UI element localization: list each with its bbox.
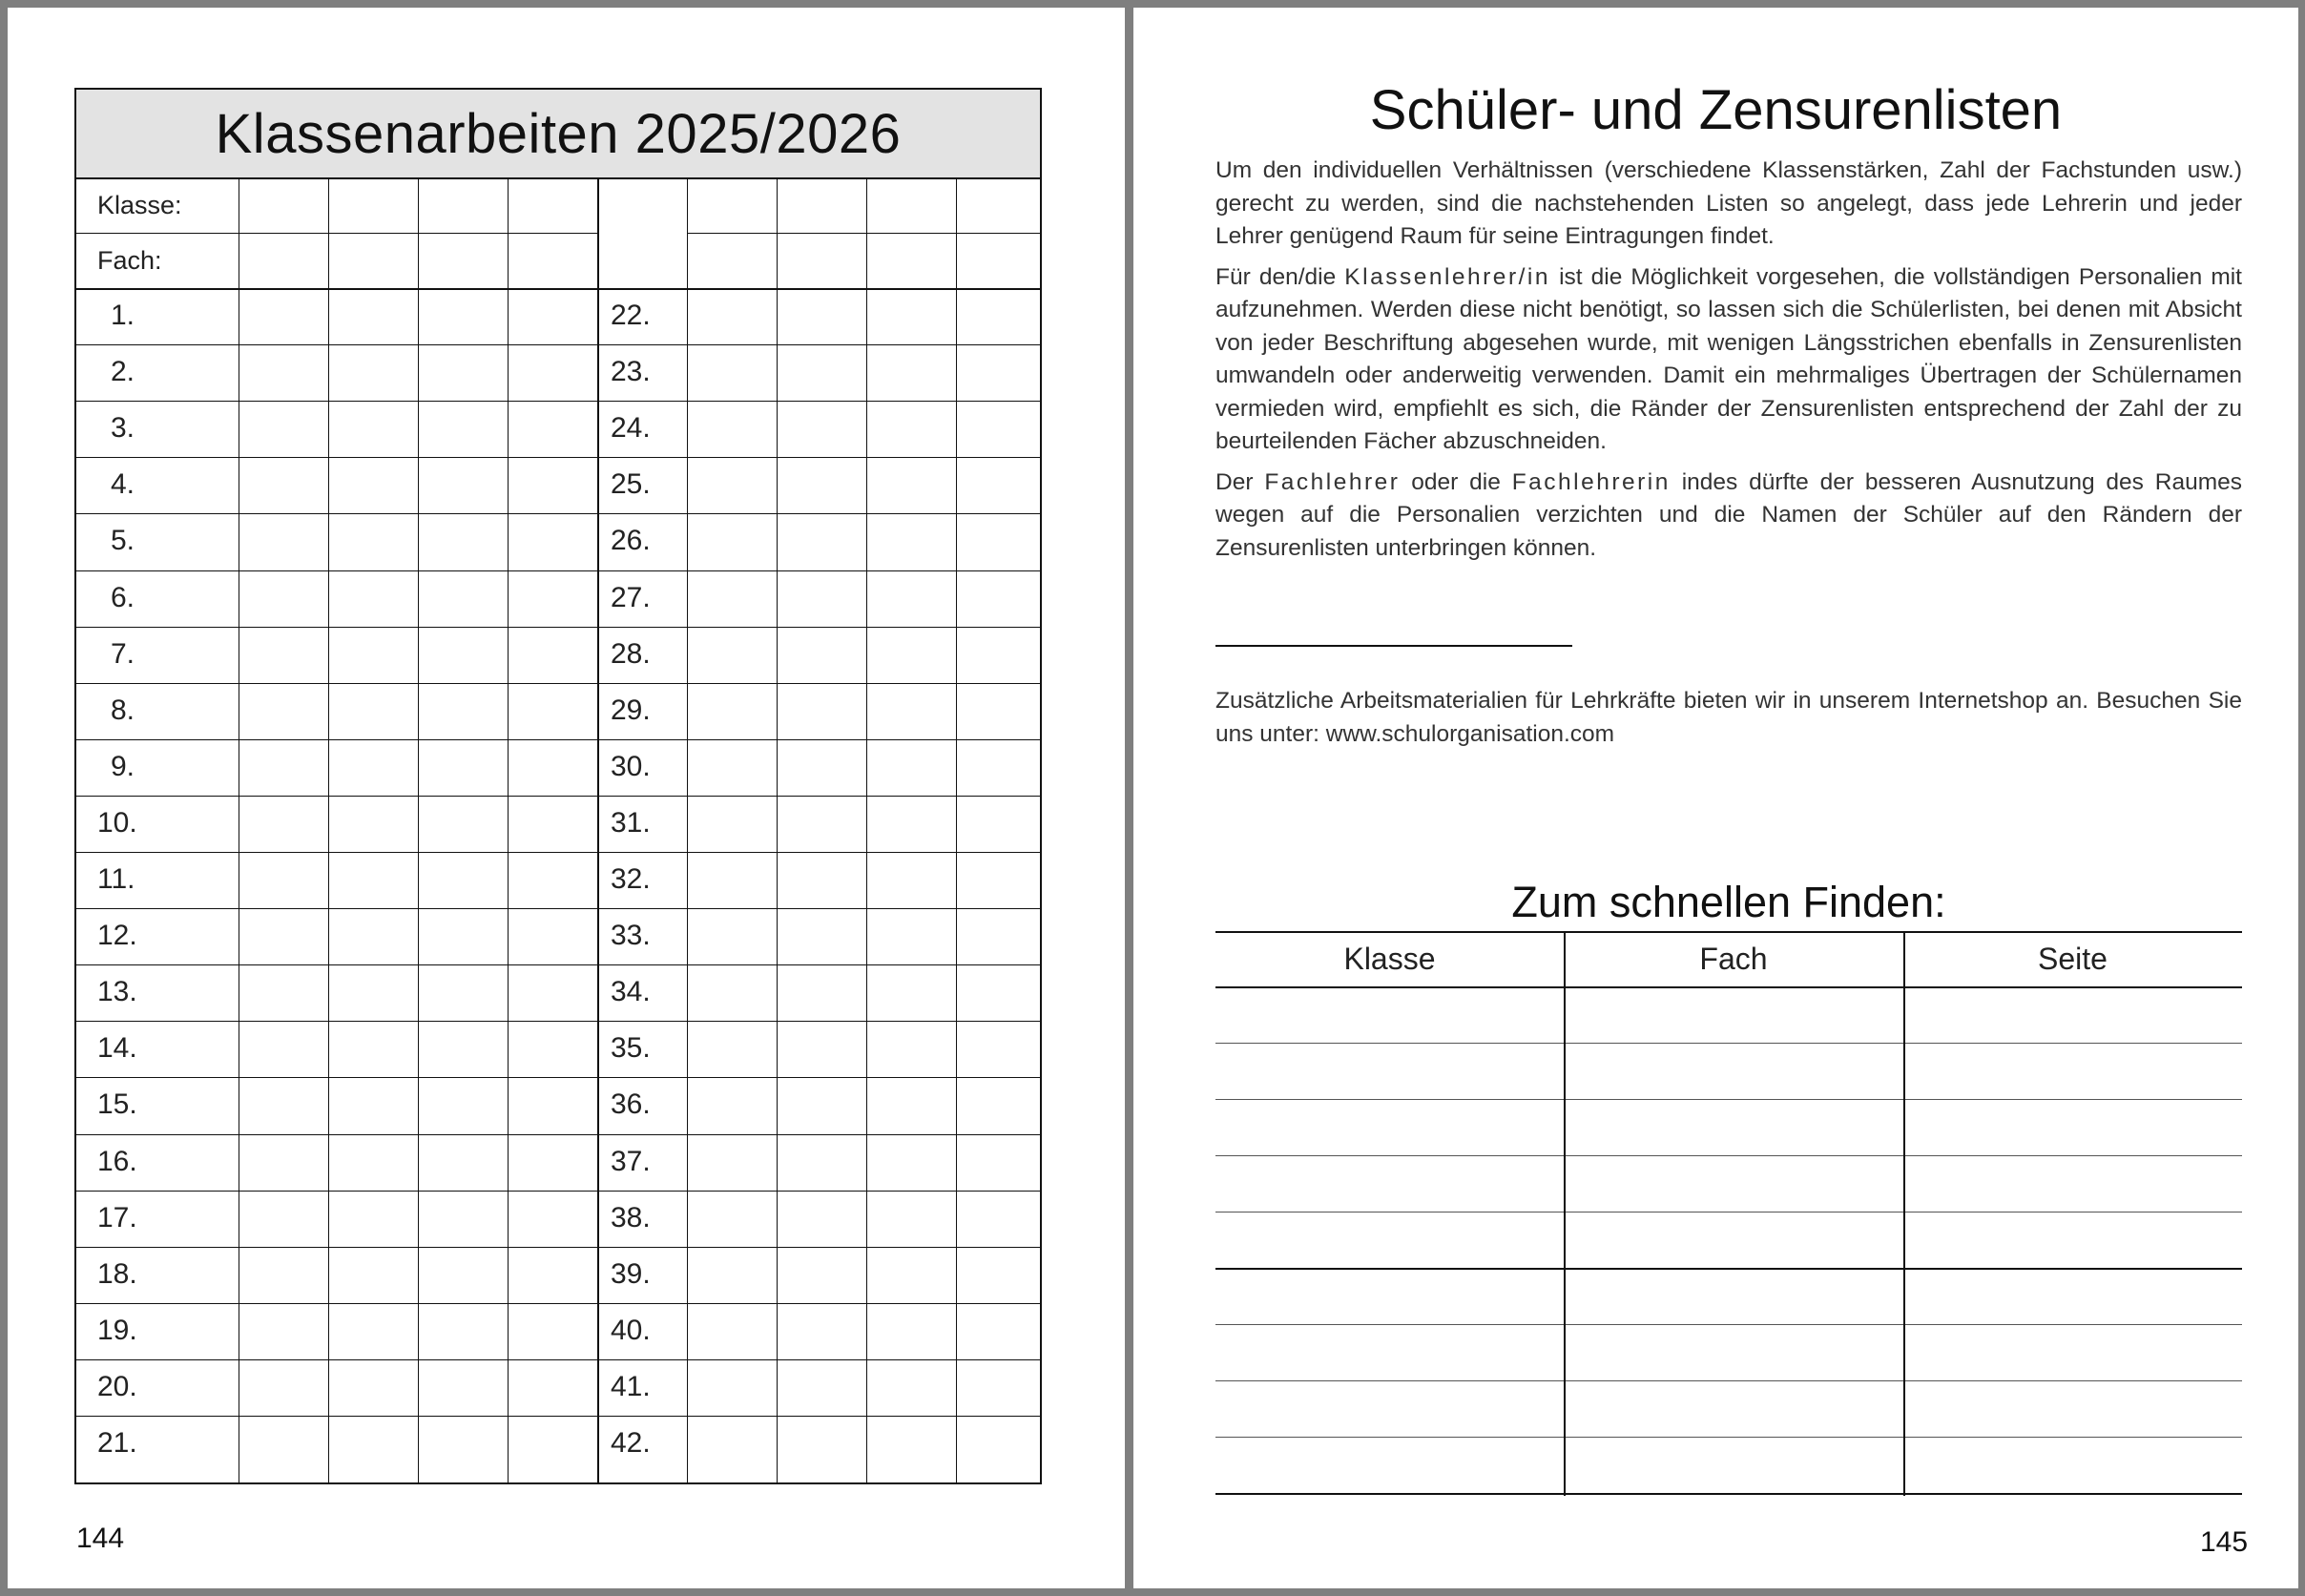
separator-line xyxy=(1215,645,1572,647)
row-number: 35. xyxy=(611,1032,651,1065)
row-number: 1. xyxy=(111,300,135,331)
paragraph-2: Für den/die Klassenlehrer/in ist die Möglichkeit vorgesehen, die vollständigen Personalien mit aufzunehmen. Werden diese nicht benötigt, so lassen sich die Schülerlisten, bei denen mit Absicht von jeder Beschriftung abgesehen wurde, mit wenigen Längsstrichen ebenfalls in Zensurenlisten umwandeln oder anderweitig verwenden. Damit ein mehrmaliges Übertragen der Schülernamen vermieden wird, empfiehlt es sich, die Ränder der Zensurenlisten entsprechend der Zahl der zu beurteilenden Fächer abzuschneiden. xyxy=(1215,263,2242,454)
grade-sheet-table xyxy=(74,88,1042,1484)
grid-column-line xyxy=(328,177,329,1482)
paragraph-1: Um den individuellen Verhältnissen (verschiedene Klassenstärken, Zahl der Fachstunden usw.) gerecht zu werden, sind die nachstehenden Listen so angelegt, dass jede Lehrerin und jeder Lehrer genügend Raum für seine Eintragungen findet. xyxy=(1215,157,2242,249)
row-number: 40. xyxy=(611,1314,651,1346)
grid-row-line xyxy=(76,796,1040,797)
grid-column-line xyxy=(866,177,867,1482)
row-number: 37. xyxy=(611,1145,651,1177)
table-row-line xyxy=(1215,1212,2242,1213)
table-column-line xyxy=(1903,931,1905,1496)
row-number: 22. xyxy=(611,300,651,331)
intro-text xyxy=(1215,155,2242,565)
grid-row-line xyxy=(76,457,1040,458)
row-number: 6. xyxy=(111,581,135,613)
row-number: 14. xyxy=(97,1032,137,1065)
row-number: 20. xyxy=(97,1370,137,1402)
row-number: 41. xyxy=(611,1370,651,1402)
page-number-right: 145 xyxy=(2200,1526,2249,1558)
left-page xyxy=(8,8,1125,1588)
grid-column-line xyxy=(777,177,778,1482)
grid-column-line xyxy=(508,177,509,1482)
page-number-left: 144 xyxy=(76,1523,125,1554)
row-number: 18. xyxy=(97,1257,137,1290)
grid-row-line xyxy=(76,344,1040,345)
grid-column-line xyxy=(956,177,957,1482)
grid-row-line xyxy=(76,513,1040,514)
row-number: 39. xyxy=(611,1257,651,1290)
row-number: 38. xyxy=(611,1201,651,1233)
grid-row-line xyxy=(76,627,1040,628)
grid-row-line xyxy=(76,1416,1040,1417)
grid-column-line xyxy=(597,177,599,1482)
grid-row-line xyxy=(76,288,1040,290)
row-number: 5. xyxy=(111,525,135,557)
table-top-line xyxy=(1215,931,2242,933)
term-subject-teacher-f: Fachlehrerin xyxy=(1511,468,1671,495)
row-number: 11. xyxy=(97,863,135,895)
subject-label: Fach: xyxy=(97,246,162,275)
grid-row-line xyxy=(76,683,1040,684)
table-row-line xyxy=(1215,1268,2242,1270)
row-number: 8. xyxy=(111,694,135,726)
quick-find-table xyxy=(1215,931,2242,1496)
row-number: 33. xyxy=(611,920,651,952)
row-number: 32. xyxy=(611,863,651,895)
sheet-title: Klassenarbeiten 2025/2026 xyxy=(76,90,1040,179)
table-row-line xyxy=(1215,1099,2242,1100)
term-subject-teacher: Fachlehrer xyxy=(1264,468,1401,495)
row-number: 27. xyxy=(611,581,651,613)
page-title: Schüler- und Zensurenlisten xyxy=(1369,79,2063,141)
row-number: 36. xyxy=(611,1088,651,1121)
right-page xyxy=(1133,8,2298,1588)
column-header-page: Seite xyxy=(2038,941,2108,976)
table-row-line xyxy=(1215,1437,2242,1438)
table-row-line xyxy=(1215,1155,2242,1156)
row-number: 7. xyxy=(111,637,135,670)
row-number: 34. xyxy=(611,976,651,1008)
row-number: 29. xyxy=(611,694,651,726)
column-header-subject: Fach xyxy=(1699,941,1768,976)
grid-row-line xyxy=(76,1359,1040,1360)
quick-find-title: Zum schnellen Finden: xyxy=(1511,878,1946,926)
class-label: Klasse: xyxy=(97,191,182,219)
table-row-line xyxy=(1215,1324,2242,1325)
row-number: 42. xyxy=(611,1427,651,1459)
row-number: 21. xyxy=(97,1427,137,1459)
row-number: 4. xyxy=(111,468,135,501)
grid-row-line xyxy=(76,1021,1040,1022)
grid-row-line xyxy=(76,852,1040,853)
row-number: 16. xyxy=(97,1145,137,1177)
row-number: 3. xyxy=(111,412,135,445)
row-number: 30. xyxy=(611,750,651,782)
grid-row-line xyxy=(76,401,1040,402)
row-number: 9. xyxy=(111,750,135,782)
table-column-line xyxy=(1564,931,1566,1496)
table-row-line xyxy=(1215,1493,2242,1495)
row-number: 17. xyxy=(97,1201,137,1233)
grid-row-line xyxy=(76,1134,1040,1135)
row-number: 10. xyxy=(97,806,137,839)
row-number: 19. xyxy=(97,1314,137,1346)
row-number: 12. xyxy=(97,920,137,952)
grid-row-line xyxy=(76,908,1040,909)
row-number: 24. xyxy=(611,412,651,445)
grid-row-line xyxy=(76,233,597,234)
column-header-class: Klasse xyxy=(1343,941,1436,976)
grid-column-line xyxy=(418,177,419,1482)
grid-row-line xyxy=(76,1247,1040,1248)
grid-row-line xyxy=(76,1191,1040,1192)
grid-row-line xyxy=(76,570,1040,571)
row-number: 23. xyxy=(611,356,651,388)
grid-column-line xyxy=(687,177,688,1482)
row-number: 31. xyxy=(611,806,651,839)
grid-row-line xyxy=(76,1077,1040,1078)
term-class-teacher: Klassenlehrer/in xyxy=(1344,263,1550,290)
row-number: 25. xyxy=(611,468,651,501)
shop-note: Zusätzliche Arbeitsmaterialien für Lehrkräfte bieten wir in unserem Internetshop an. Besuchen Sie uns unter: www.schulorganisation.com xyxy=(1215,688,2242,747)
paragraph-3: Der Fachlehrer oder die Fachlehrerin indes dürfte der besseren Ausnutzung des Raumes wegen auf die Personalien verzichten und die Namen der Schüler auf den Rändern der Zensurenlisten unterbringen können. xyxy=(1215,468,2242,561)
row-number: 2. xyxy=(111,356,135,388)
grid-row-line xyxy=(76,739,1040,740)
grid-row-line xyxy=(76,964,1040,965)
row-number: 28. xyxy=(611,637,651,670)
grid-row-line xyxy=(76,1303,1040,1304)
table-row-line xyxy=(1215,1043,2242,1044)
table-row-line xyxy=(1215,1380,2242,1381)
row-number: 13. xyxy=(97,976,137,1008)
row-number: 26. xyxy=(611,525,651,557)
row-number: 15. xyxy=(97,1088,137,1121)
grid-row-line xyxy=(687,233,1040,234)
table-header-line xyxy=(1215,986,2242,988)
